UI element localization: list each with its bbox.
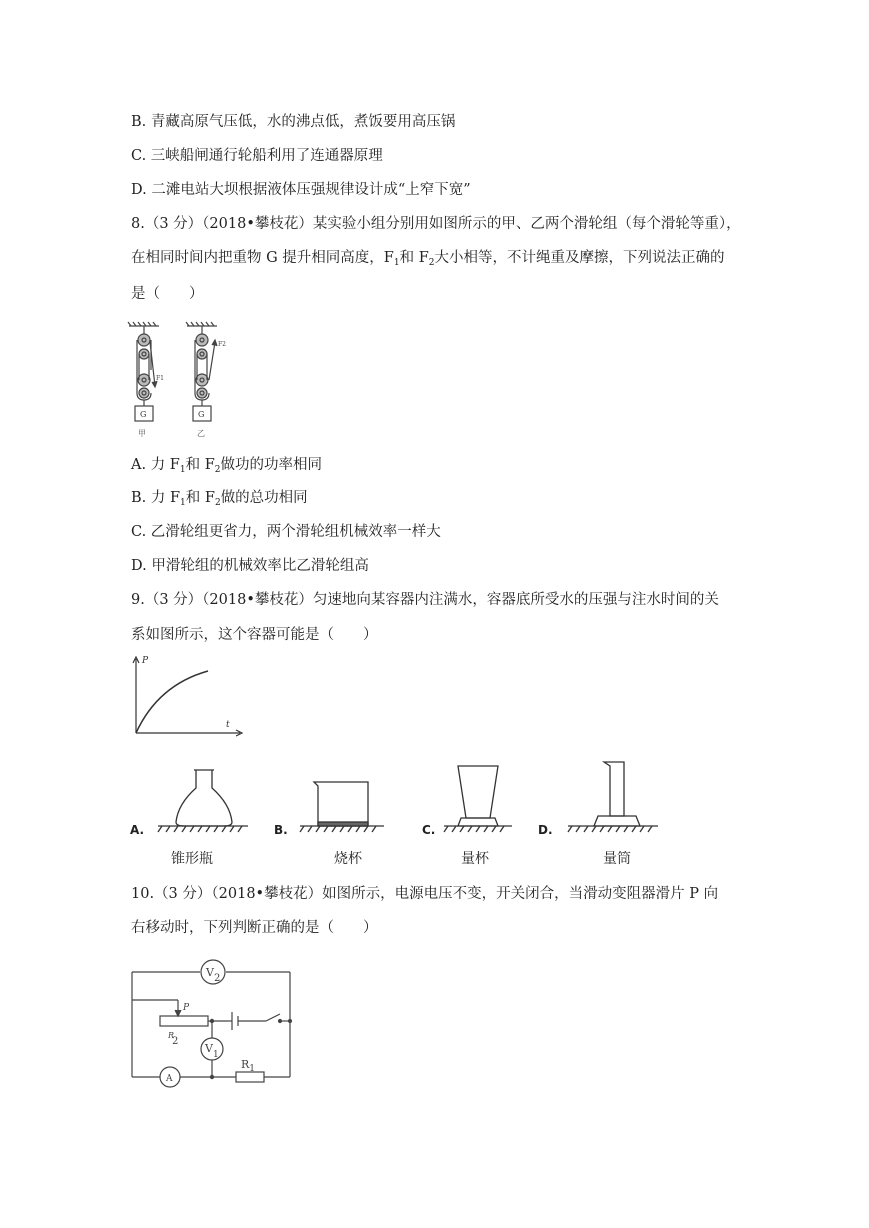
caption-yi: 乙 xyxy=(197,429,205,438)
container-d-name: 量筒 xyxy=(603,851,631,867)
container-a-letter: A. xyxy=(130,823,145,837)
q10-stem-line1: 10.（3 分）（2018•攀枝花）如图所示，电源电压不变，开关闭合，当滑动变阻器滑片 P 向 xyxy=(131,886,719,902)
container-options-figure xyxy=(128,760,678,840)
q7-option-c: C. 三峡船闸通行轮船利用了连通器原理 xyxy=(131,148,383,164)
q8-option-c: C. 乙滑轮组更省力，两个滑轮组机械效率一样大 xyxy=(131,524,441,540)
r1-label: $R_1$ xyxy=(241,1058,256,1074)
pulley-figure xyxy=(125,320,235,445)
container-c-name: 量杯 xyxy=(461,851,489,867)
weight-g-left: G xyxy=(140,410,147,419)
q8-option-a: A. 力 $F_1$和 $F_2$做功的功率相同 xyxy=(131,457,323,475)
q10-stem-line2: 右移动时，下列判断正确的是（ ） xyxy=(131,920,378,936)
container-a-name: 锥形瓶 xyxy=(171,851,213,867)
slider-p-label: P xyxy=(183,1003,190,1013)
ammeter-label: A xyxy=(166,1074,173,1084)
pressure-time-graph xyxy=(128,655,248,740)
r2-label: R 2 xyxy=(168,1031,179,1047)
weight-g-right: G xyxy=(198,410,205,419)
container-d-letter: D. xyxy=(538,823,553,837)
container-c-letter: C. xyxy=(422,823,436,837)
graph-x-label: t xyxy=(226,720,230,730)
q7-option-b: B. 青藏高原气压低，水的沸点低，煮饭要用高压锅 xyxy=(131,114,456,130)
f1-label: F1 xyxy=(156,375,164,382)
q8-stem-line1: 8.（3 分）（2018•攀枝花）某实验小组分别用如图所示的甲、乙两个滑轮组（每个滑轮等重）， xyxy=(131,216,741,232)
v2-label: V2 xyxy=(206,966,221,984)
graph-y-label: P xyxy=(142,656,149,666)
q9-stem-line2: 系如图所示，这个容器可能是（ ） xyxy=(131,627,378,643)
q9-stem-line1: 9.（3 分）（2018•攀枝花）匀速地向某容器内注满水，容器底所受水的压强与注水时间的关 xyxy=(131,592,719,608)
caption-jia: 甲 xyxy=(138,429,146,438)
f2-label: F2 xyxy=(218,341,226,348)
container-b-name: 烧杯 xyxy=(334,851,362,867)
q8-option-b: B. 力 $F_1$和 $F_2$做的总功相同 xyxy=(131,490,308,508)
circuit-diagram xyxy=(128,960,303,1090)
container-b-letter: B. xyxy=(274,823,288,837)
q8-stem-line2: 在相同时间内把重物 G 提升相同高度，$F_1$和 $F_2$大小相等，不计绳重及摩擦，下列说法正确的 xyxy=(131,250,725,268)
q8-option-d: D. 甲滑轮组的机械效率比乙滑轮组高 xyxy=(131,558,369,574)
v1-label: $V_1$ xyxy=(205,1042,219,1060)
q7-option-d: D. 二滩电站大坝根据液体压强规律设计成“上窄下宽” xyxy=(131,182,471,198)
q8-stem-line3: 是（ ） xyxy=(131,286,204,302)
